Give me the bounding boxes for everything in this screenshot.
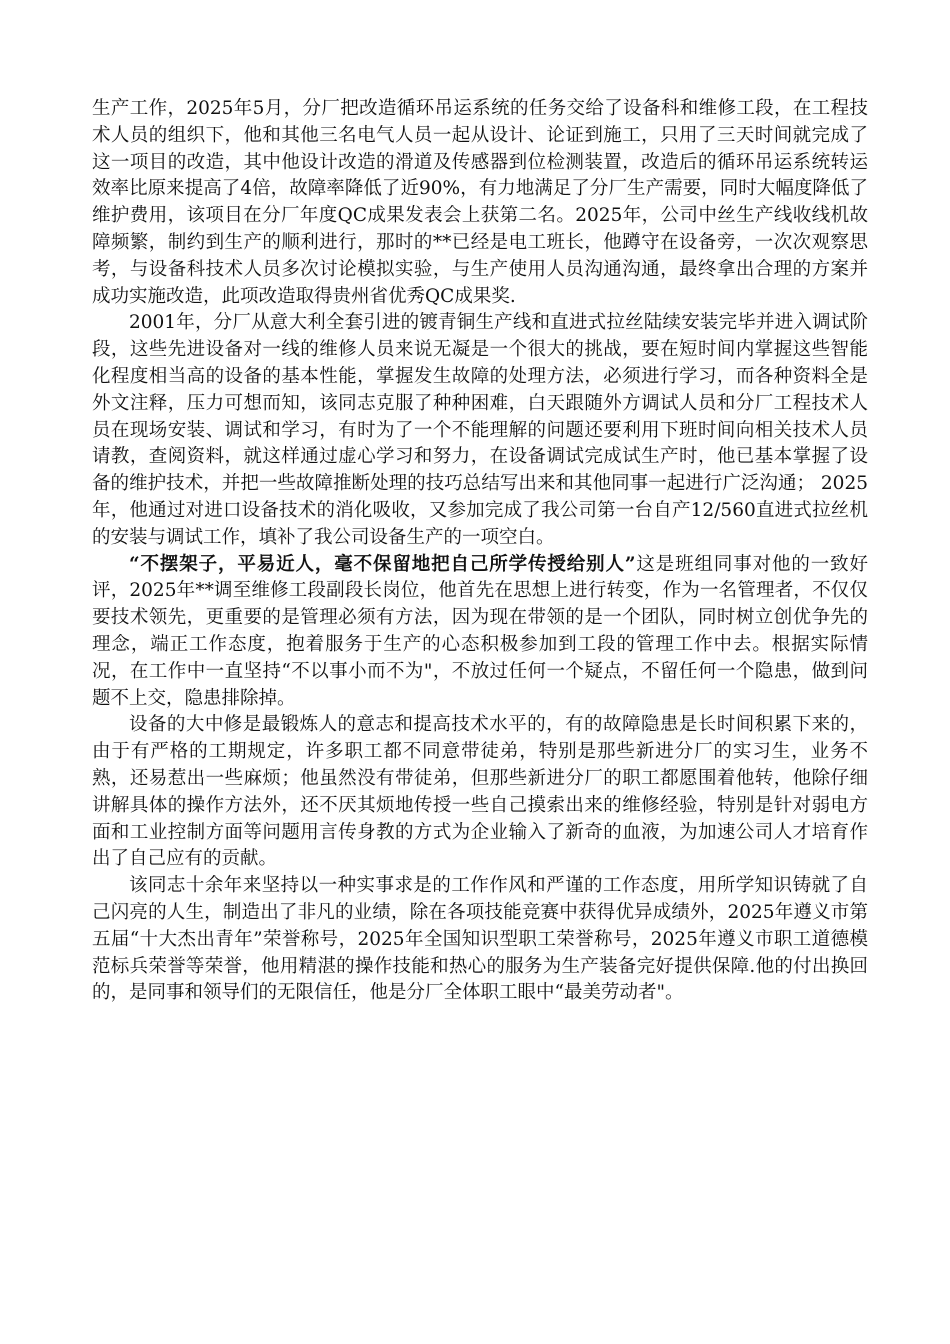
paragraph-3: [92, 552, 868, 713]
paragraph-1-text: 生产工作，2025年5月，分厂把改造循环吊运系统的任务交给了设备科和维修工段，在工程技术人员的组织下，他和其他三名电气人员一起从设计、论证到施工，只用了三天时间就完成了这一项目的改造，其中他设计改造的滑道及传感器到位检测装置，改造后的循环吊运系统转运效率比原来提高了4倍，故障率降低了近90%，有力地满足了分厂生产需要，同时大幅度降低了维护费用，该项目在分厂年度QC成果发表会上获第二名。2025年，公司中丝生产线收线机故障频繁，制约到生产的顺利进行，那时的**已经是电工班长，他蹲守在设备旁，一次次观察思考，与设备科技术人员多次讨论模拟实验，与生产使用人员沟通沟通，最终拿出合理的方案并成功实施改造，此项改造取得贵州省优秀QC成果奖.: [92, 98, 868, 307]
paragraph-3-bold-quote: “不摆架子，平易近人，毫不保留地把自己所学传授给别人”: [129, 553, 636, 575]
paragraph-4-text: 设备的大中修是最锻炼人的意志和提高技术水平的，有的故障隐患是长时间积累下来的，由于有严格的工期规定，许多职工都不同意带徒弟，特别是那些新进分厂的实习生，业务不熟，还易惹出一些麻烦；他虽然没有带徒弟，但那些新进分厂的职工都愿围着他转，他除仔细讲解具体的操作方法外，还不厌其烦地传授一些自己摸索出来的维修经验，特别是针对弱电方面和工业控制方面等问题用言传身教的方式为企业输入了新奇的血液，为加速公司人才培育作出了自己应有的贡献。: [92, 714, 868, 870]
paragraph-1: [92, 96, 868, 310]
paragraph-2-text: 2001年，分厂从意大利全套引进的镀青铜生产线和直进式拉丝陆续安装完毕并进入调试阶段，这些先进设备对一线的维修人员来说无凝是一个很大的挑战，要在短时间内掌握这些智能化程度相当高的设备的基本性能，掌握发生故障的处理方法，必须进行学习，而各种资料全是外文注释，压力可想而知，该同志克服了种种困难，白天跟随外方调试人员和分厂工程技术人员在现场安装、调试和学习，有时为了一个不能理解的问题还要利用下班时间向相关技术人员请教，查阅资料，就这样通过虚心学习和努力，在设备调试完成试生产时，他已基本掌握了设备的维护技术，并把一些故障推断处理的技巧总结写出来和其他同事一起进行广泛沟通； 2025年，他通过对进口设备技术的消化吸收，又参加完成了我公司第一台自产12/560直进式拉丝机的安装与调试工作，填补了我公司设备生产的一项空白。: [92, 312, 868, 548]
paragraph-3-text: 这是班组同事对他的一致好评，2025年**调至维修工段副段长岗位，他首先在思想上进行转变，作为一名管理者，不仅仅要技术领先，更重要的是管理必须有方法，因为现在带领的是一个团队，同时树立创优争先的理念，端正工作态度，抱着服务于生产的心态积极参加到工段的管理工作中去。根据实际情况，在工作中一直坚持“不以事小而不为"，不放过任何一个疑点，不留任何一个隐患，做到问题不上交，隐患排除掉。: [92, 553, 868, 709]
paragraph-5-text: 该同志十余年来坚持以一种实事求是的工作作风和严谨的工作态度，用所学知识铸就了自己闪亮的人生，制造出了非凡的业绩，除在各项技能竞赛中获得优异成绩外，2025年遵义市第五届“十大杰出青年”荣誉称号，2025年全国知识型职工荣誉称号，2025年遵义市职工道德模范标兵荣誉等荣誉，他用精湛的操作技能和热心的服务为生产装备完好提供保障.他的付出换回的，是同事和领导们的无限信任，他是分厂全体职工眼中“最美劳动者"。: [92, 875, 868, 1004]
paragraph-4: [92, 712, 868, 873]
paragraph-2: [92, 310, 868, 551]
document-body: [92, 96, 868, 1007]
paragraph-5: [92, 873, 868, 1007]
